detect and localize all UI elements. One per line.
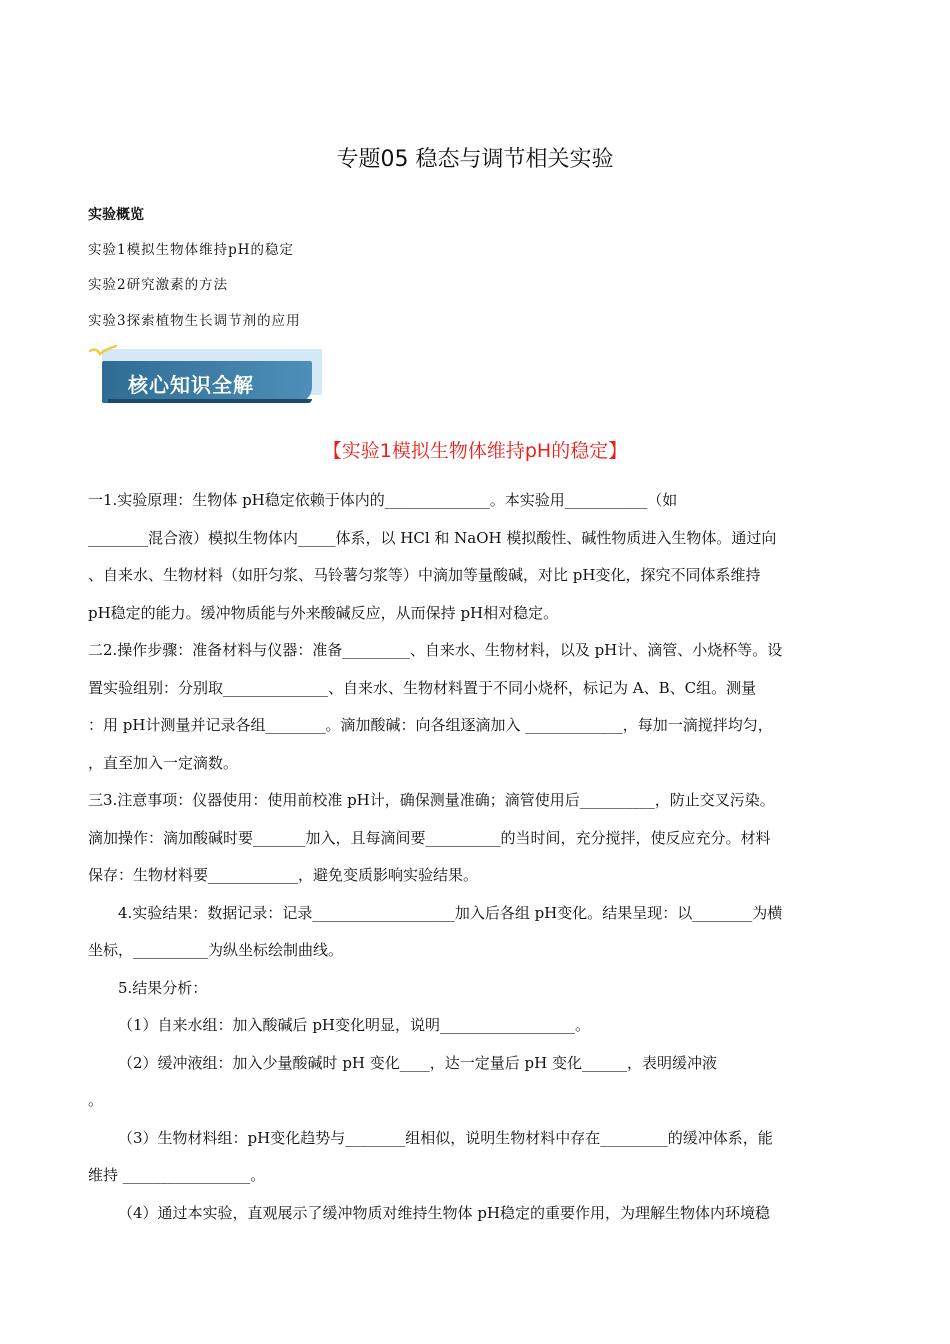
body-line: 滴加操作：滴加酸碱时要_______加入，且每滴间要__________的当时间，充分搅拌，使反应充分。材料	[88, 828, 771, 847]
body-line: 三3.注意事项：仪器使用：使用前校准 pH计，确保测量准确；滴管使用后__________，防止交叉污染。	[88, 791, 775, 809]
body-line: ：用 pH计测量并记录各组________。滴加酸碱：向各组逐滴加入 _____________，每加一滴搅拌均匀，	[88, 716, 773, 734]
body-line: （4）通过本实验，直观展示了缓冲物质对维持生物体 pH稳定的重要作用，为理解生物体内环境稳	[118, 1203, 770, 1222]
body-line: 。	[88, 1091, 104, 1109]
body-line: 二2.操作步骤：准备材料与仪器：准备_________、自来水、生物材料，以及 pH计、滴管、小烧杯等。设	[88, 641, 783, 659]
body-line: ，直至加入一定滴数。	[88, 753, 239, 772]
body-line: 置实验组别：分别取______________、自来水、生物材料置于不同小烧杯，标记为 A、B、C组。测量	[88, 678, 757, 697]
banner-label: 核心知识全解	[128, 373, 254, 397]
overview-item: 实验3探索植物生长调节剂的应用	[88, 313, 301, 329]
section-banner	[88, 345, 322, 403]
body-line: 一1.实验原理：生物体 pH稳定依赖于体内的______________。本实验用___________（如	[88, 491, 678, 509]
overview-item: 实验2研究激素的方法	[88, 277, 229, 293]
body-line: 坐标，__________为纵坐标绘制曲线。	[88, 941, 344, 959]
body-line: （2）缓冲液组：加入少量酸碱时 pH 变化____，达一定量后 pH 变化______，表明缓冲液	[118, 1053, 717, 1072]
overview-heading: 实验概览	[88, 207, 144, 223]
body-line: 保存：生物材料要____________，避免变质影响实验结果。	[88, 866, 479, 884]
body-line: ________混合液）模拟生物体内_____体系，以 HCl 和 NaOH 模拟酸性、碱性物质进入生物体。通过向	[88, 528, 777, 547]
section-heading: 【实验1模拟生物体维持pH的稳定】	[322, 440, 628, 462]
body-line: pH稳定的能力。缓冲物质能与外来酸碱反应，从而保持 pH相对稳定。	[88, 603, 559, 622]
page-title: 专题05 稳态与调节相关实验	[336, 147, 614, 172]
overview-item: 实验1模拟生物体维持pH的稳定	[88, 242, 295, 258]
body-text	[88, 482, 864, 1232]
body-line: 5.结果分析：	[118, 978, 208, 997]
body-line: 4.实验结果：数据记录：记录___________________加入后各组 pH变化。结果呈现：以________为横	[118, 903, 783, 922]
body-line: （1）自来水组：加入酸碱后 pH变化明显，说明__________________。	[118, 1016, 590, 1034]
body-line: （3）生物材料组：pH变化趋势与________组相似，说明生物材料中存在_________的缓冲体系，能	[118, 1128, 773, 1147]
body-line: 、自来水、生物材料（如肝匀浆、马铃薯匀浆等）中滴加等量酸碱，对比 pH变化，探究不同体系维持	[88, 566, 761, 584]
body-line: 维持 _________________。	[88, 1166, 266, 1184]
